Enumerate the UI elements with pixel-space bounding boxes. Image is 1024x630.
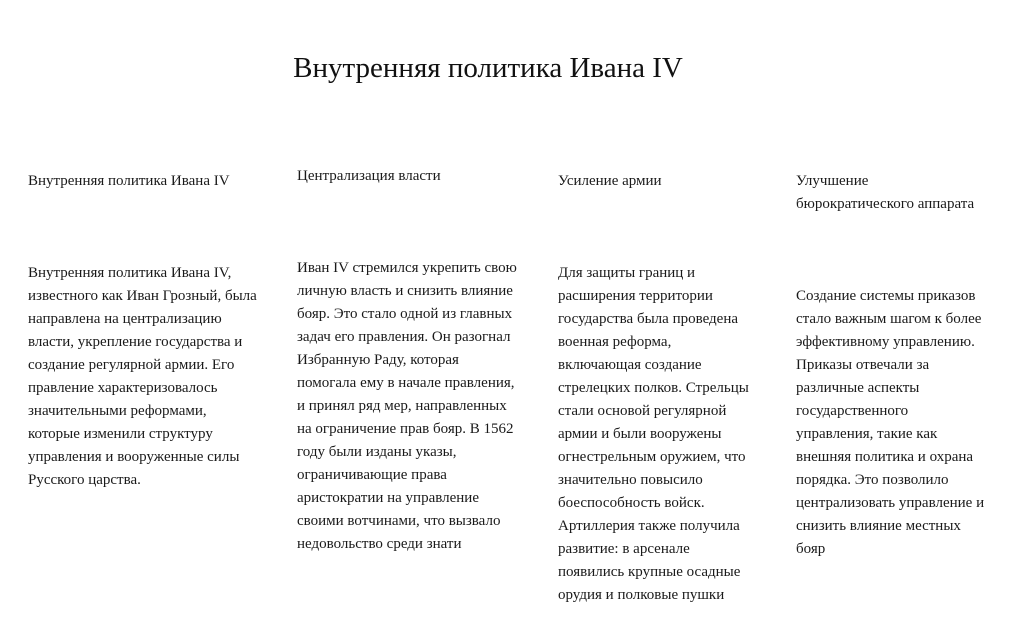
spacer: [297, 211, 559, 234]
column-heading: Усиление армии: [558, 173, 662, 189]
column-heading: Централизация власти: [297, 168, 441, 184]
spacer: [28, 216, 278, 239]
spacer: [558, 216, 786, 239]
column-heading: Улучшение бюрократического аппарата: [796, 173, 975, 212]
column-text: Внутренняя политика Ивана IV, известного как Иван Грозный, была направлена на централизацию власти, укрепление государства и создание регулярной армии. Его правление характеризовалось значительными реформами, которые изменили структуру управления и вооруженные силы Русского царства.: [28, 265, 257, 488]
column-text: Для защиты границ и расширения территории государства была проведена военная реформа, включающая создание стрелецких полков. Стрельцы стали основой регулярной армии и были вооружены огнестрельным оружием, что значительно повысило боеспособность войск. Артиллерия также получила развитие: в арсенале появились крупные осадные орудия и полковые пушки: [558, 265, 749, 603]
column-centralization: [297, 142, 559, 579]
column-text: Иван IV стремился укрепить свою личную власть и снизить влияние бояр. Это стало одной из главных задач его правления. Он разогнал Избранную Раду, которая помогала ему в начале правления, и принял ряд мер, направленных на ограничение прав бояр. В 1562 году были изданы указы, ограничивающие права аристократии на управление своими вотчинами, что вызвало недовольство среди знати: [297, 260, 517, 552]
spacer: [796, 239, 1018, 262]
slide-title: Внутренняя политика Ивана IV: [293, 52, 683, 84]
column-army: [558, 147, 786, 630]
column-overview: [28, 147, 278, 515]
column-text: Создание системы приказов стало важным шагом к более эффективному управлению. Приказы отвечали за различные аспекты государственного управления, такие как внешняя политика и охрана порядка. Это позволило централизовать управление и снизить влияние местных бояр: [796, 288, 985, 557]
column-bureaucracy: [796, 147, 1018, 584]
column-heading: Внутренняя политика Ивана IV: [28, 173, 230, 189]
